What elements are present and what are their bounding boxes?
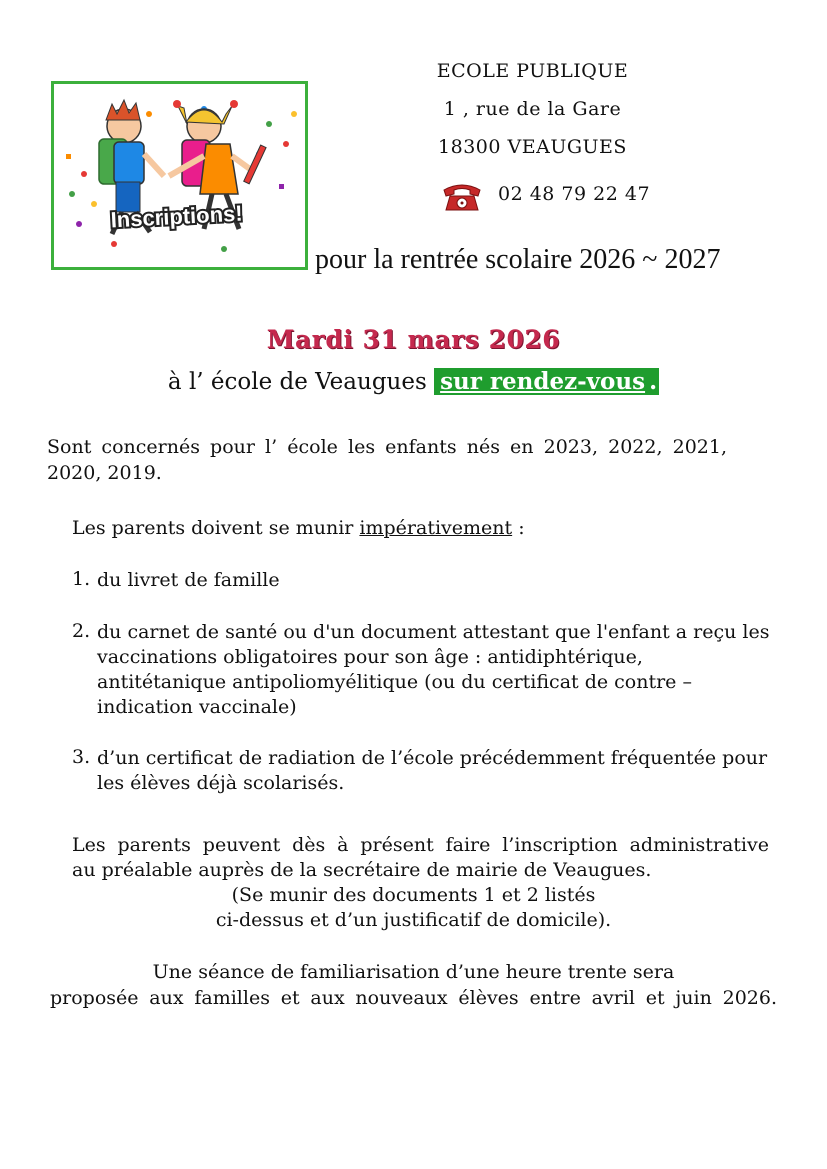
- doc-2-line-4: indication vaccinale): [97, 696, 297, 718]
- doc-3-line-2: les élèves déjà scolarisés.: [97, 772, 345, 794]
- concerned-line-2: 2020, 2019.: [47, 462, 162, 484]
- doc-2-line-1: du carnet de santé ou d'un document attestant que l'enfant a reçu les: [97, 621, 770, 643]
- telephone-icon: [440, 180, 484, 212]
- children-illustration: [54, 84, 305, 267]
- admin-line-3: (Se munir des documents 1 et 2 listés: [231, 884, 596, 906]
- logo-label: Inscriptions!: [110, 200, 244, 233]
- admin-line-4: ci-dessus et d’un justificatif de domicile).: [215, 909, 612, 931]
- doc-3-line-1: d’un certificat de radiation de l’école précédemment fréquentée pour: [97, 747, 768, 769]
- doc-1-line-1: du livret de famille: [97, 569, 280, 591]
- location-prefix: à l’ école de Veaugues: [167, 369, 435, 395]
- doc-2-line-2: vaccinations obligatoires pour son âge : antidiphtérique,: [97, 646, 643, 668]
- appointment-highlight: sur rendez-vous: [434, 368, 649, 395]
- emphasis-word: impérativement: [359, 517, 513, 539]
- admin-line-2: au préalable auprès de la secrétaire de mairie de Veaugues.: [72, 859, 652, 881]
- school-phone: 02 48 79 22 47: [498, 183, 651, 205]
- parents-intro: Les parents doivent se munir impérativement :: [72, 517, 525, 539]
- appointment-dot: .: [649, 368, 658, 395]
- doc-2-line-3: antitétanique antipoliomyélitique (ou du certificat de contre –: [97, 671, 692, 693]
- location-line: [0, 368, 827, 395]
- rentree-title: pour la rentrée scolaire 2026 ~ 2027: [315, 244, 721, 275]
- admin-line-1: Les parents peuvent dès à présent faire l’inscription administrative: [72, 834, 769, 856]
- school-street: 1 , rue de la Gare: [443, 98, 622, 120]
- doc-2-number: 2.: [72, 620, 91, 642]
- inscription-date: Mardi 31 mars 2026: [266, 325, 561, 354]
- school-name: ECOLE PUBLIQUE: [436, 60, 629, 82]
- inscriptions-logo: [51, 81, 308, 270]
- doc-1-number: 1.: [72, 568, 91, 590]
- doc-3-number: 3.: [72, 746, 91, 768]
- seance-line-2: proposée aux familles et aux nouveaux élèves entre avril et juin 2026.: [50, 987, 777, 1009]
- school-city: 18300 VEAUGUES: [438, 136, 627, 158]
- seance-line-1: Une séance de familiarisation d’une heure trente sera: [152, 961, 675, 983]
- phone-row: [440, 180, 660, 212]
- concerned-line-1: Sont concernés pour l’ école les enfants nés en 2023, 2022, 2021,: [47, 436, 727, 458]
